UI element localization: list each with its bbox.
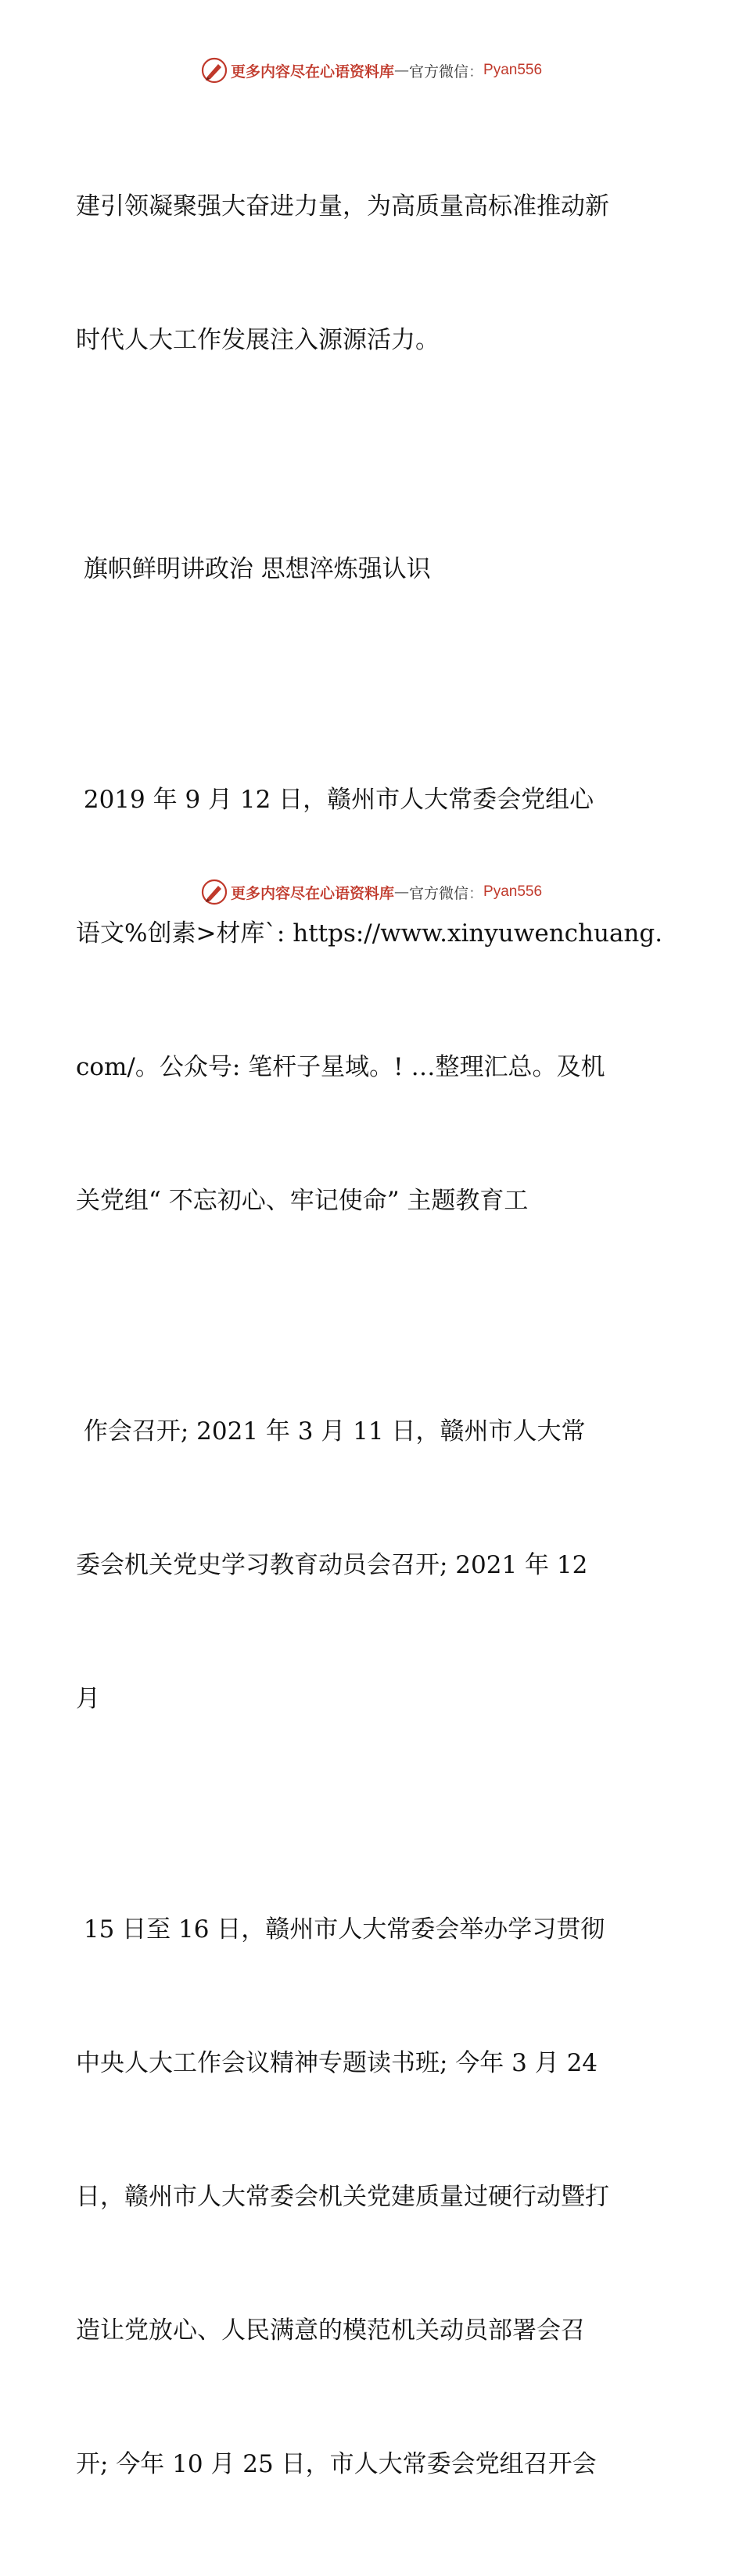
footer-watermark xyxy=(0,879,743,905)
text-line: 日，赣州市人大常委会机关党建质量过硬行动暨打 xyxy=(76,2183,609,2211)
text-line: 开; 今年 10 月 25 日，市人大常委会党组召开会 xyxy=(76,2450,597,2478)
watermark-colon: ： xyxy=(468,884,484,902)
watermark-sub-text: 官方微信 xyxy=(408,884,468,902)
watermark-wechat-id: Pyan556 xyxy=(483,62,543,78)
text-line: 造让党放心、人民满意的模范机关动员部署会召 xyxy=(76,2316,585,2345)
text-line: 中央人大工作会议精神专题读书班; 今年 3 月 24 xyxy=(76,2049,598,2077)
document-body xyxy=(76,95,670,2576)
text-line: 作会召开; 2021 年 3 月 11 日，赣州市人大常 xyxy=(76,1417,586,1446)
text-line: com/。公众号: 笔杆子星域。! …整理汇总。及机 xyxy=(76,1053,605,1081)
watermark-wechat-id: Pyan556 xyxy=(483,883,543,900)
pen-logo-icon xyxy=(201,57,228,84)
text-line: 2019 年 9 月 12 日，赣州市人大常委会党组心 xyxy=(76,786,594,814)
paragraph-3 xyxy=(76,1320,670,1811)
text-line: 语文%创素>材库`: https://www.xinyuwenchuang. xyxy=(76,919,663,948)
paragraph-1 xyxy=(76,95,670,452)
watermark-sub-text: 官方微信 xyxy=(408,63,468,81)
paragraph-2 xyxy=(76,689,670,1313)
watermark-dash: — xyxy=(393,883,409,901)
watermark-dash: — xyxy=(393,62,409,79)
paragraph-4 xyxy=(76,1818,670,2576)
watermark-main-text: 更多内容尽在心语资料库 xyxy=(230,884,394,902)
text-line: 月 xyxy=(76,1685,100,1713)
text-line: 15 日至 16 日，赣州市人大常委会举办学习贯彻 xyxy=(76,1915,605,1944)
pen-logo-icon xyxy=(201,879,228,905)
text-line: 时代人大工作发展注入源源活力。 xyxy=(76,326,440,354)
section-heading xyxy=(76,458,670,681)
text-line: 建引领凝聚强大奋进力量，为高质量高标准推动新 xyxy=(76,192,609,220)
text-line: 委会机关党史学习教育动员会召开; 2021 年 12 xyxy=(76,1551,588,1579)
text-line: 旗帜鲜明讲政治 思想淬炼强认识 xyxy=(76,555,431,583)
text-line: 关党组“ 不忘初心、牢记使命” 主题教育工 xyxy=(76,1187,529,1215)
watermark-colon: ： xyxy=(468,63,484,81)
header-watermark xyxy=(0,57,743,84)
watermark-main-text: 更多内容尽在心语资料库 xyxy=(230,63,394,81)
